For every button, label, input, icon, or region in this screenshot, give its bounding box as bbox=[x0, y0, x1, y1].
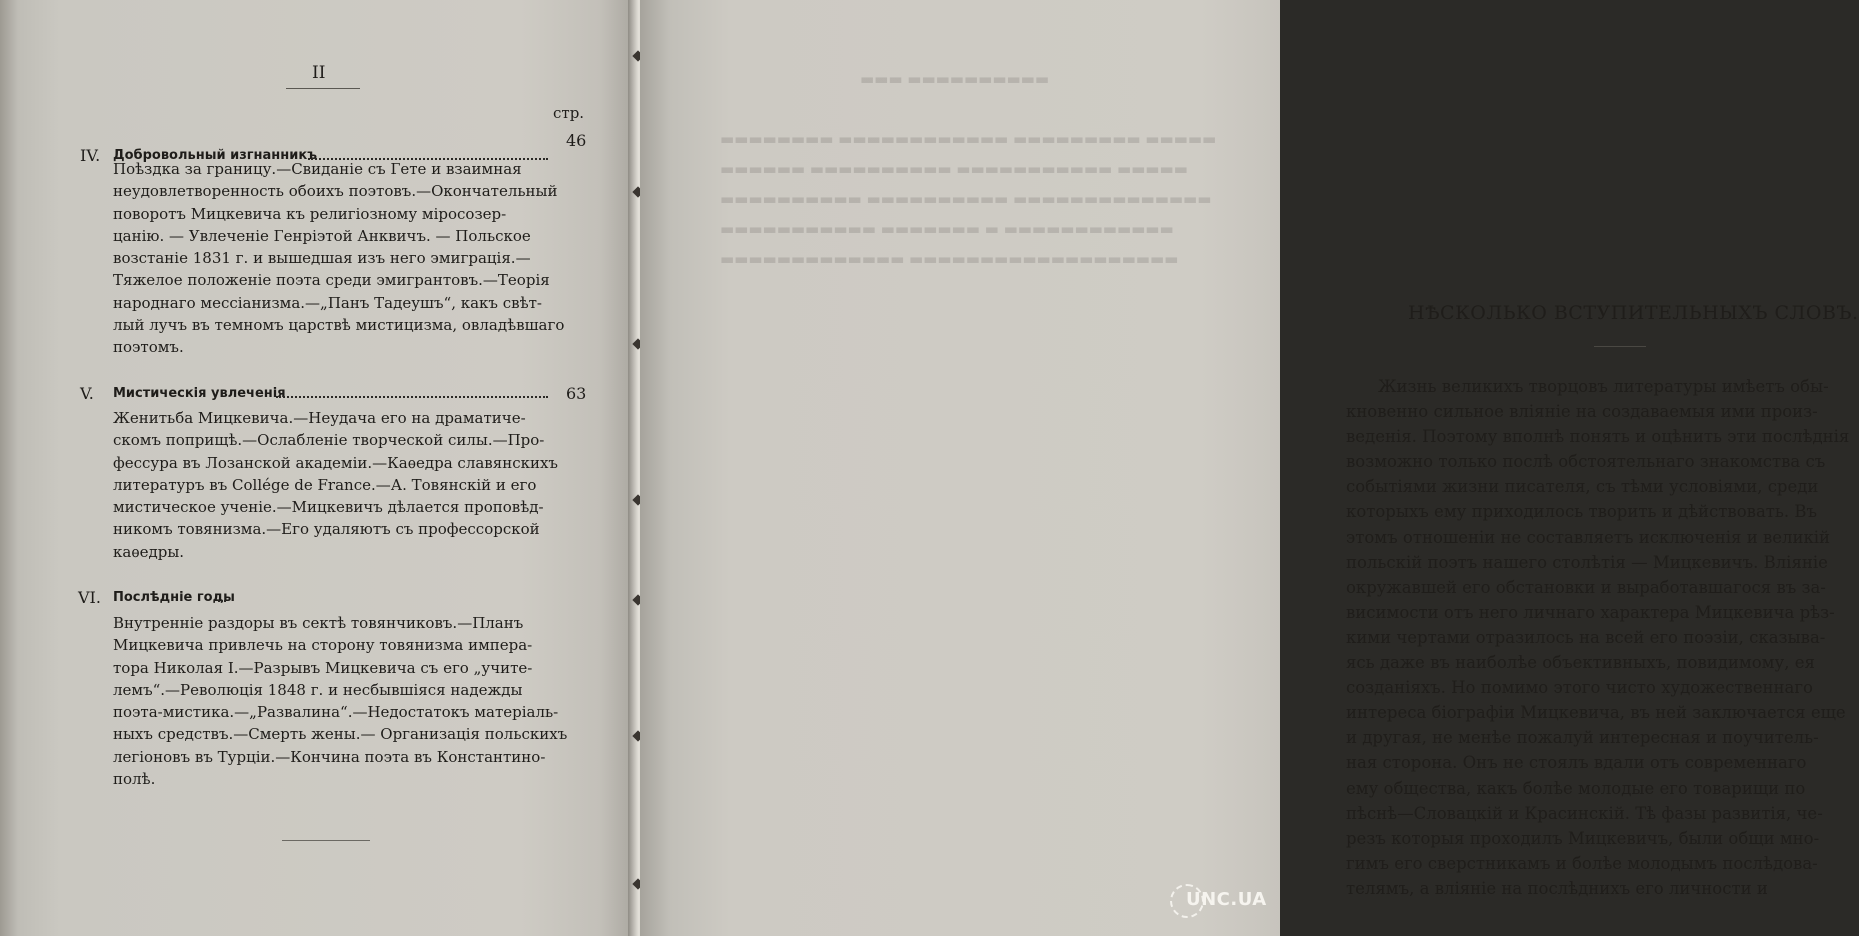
body-line: созданіяхъ. Но помимо этого чисто художественнаго bbox=[1346, 678, 1813, 698]
chapter-vi-numeral: VI. bbox=[78, 588, 101, 607]
body-line: гимъ его сверстникамъ и болѣе молодымъ послѣдова- bbox=[1346, 853, 1818, 873]
body-line: которыхъ ему приходилось творить и дѣйствовать. Въ bbox=[1346, 502, 1817, 522]
page-number: II bbox=[312, 63, 326, 83]
bleed-through-text: ▬▬▬▬▬▬ ▬▬▬▬▬▬▬▬▬▬ ▬▬▬▬▬▬▬▬▬▬▬ ▬▬▬▬▬ bbox=[720, 160, 1188, 178]
bleed-through-text: ▬▬▬▬▬▬▬▬ ▬▬▬▬▬▬▬▬▬▬▬▬ ▬▬▬▬▬▬▬▬▬ ▬▬▬▬▬ bbox=[720, 130, 1217, 148]
body-line: висимости отъ него личнаго характера Мицкевича рѣз- bbox=[1346, 602, 1835, 622]
bleed-through-text: ▬▬▬▬▬▬▬▬▬▬▬ ▬▬▬▬▬▬▬ ▬ ▬▬▬▬▬▬▬▬▬▬▬▬ bbox=[720, 220, 1174, 238]
summary-line: Женитьба Мицкевича.—Неудача его на драматиче- bbox=[113, 409, 526, 427]
summary-line: поэтомъ. bbox=[113, 338, 184, 357]
chapter-iv-title: Добровольный изгнанникъ bbox=[113, 148, 317, 163]
body-line: кновенно сильное вліяніе на создаваемыя ими произ- bbox=[1346, 402, 1818, 422]
summary-line: тора Николая I.—Разрывъ Мицкевича съ его „учите- bbox=[113, 658, 533, 677]
summary-line: скомъ поприщѣ.—Ослабленіе творческой силы.—Про- bbox=[113, 431, 545, 450]
body-line: возможно только послѣ обстоятельнаго знакомства съ bbox=[1346, 452, 1826, 472]
summary-line: никомъ товянизма.—Его удаляютъ съ профессорской bbox=[113, 520, 540, 539]
summary-line: возстаніе 1831 г. и вышедшая изъ него эмиграція.— bbox=[113, 249, 531, 268]
body-line: резъ которыя проходилъ Мицкевичъ, были общи мно- bbox=[1346, 828, 1820, 848]
title-rule bbox=[1594, 346, 1646, 347]
summary-line: Мицкевича привлечь на сторону товянизма импера- bbox=[113, 636, 533, 655]
chapter-vi-summary bbox=[113, 612, 568, 790]
summary-line: поворотъ Мицкевича къ религіозному міросозер- bbox=[113, 204, 507, 223]
body-line: Жизнь великихъ творцовъ литературы имѣетъ обы- bbox=[1378, 377, 1829, 396]
body-line: событіями жизни писателя, съ тѣми условіями, среди bbox=[1346, 477, 1819, 497]
body-line: ная сторона. Онъ не стоялъ вдали отъ современнаго bbox=[1346, 753, 1807, 773]
chapter-v-page: 63 bbox=[566, 384, 587, 403]
body-line: веденія. Поэтому вполнѣ понять и оцѣнить эти послѣднія bbox=[1346, 427, 1850, 447]
summary-line: каѳедры. bbox=[113, 542, 185, 561]
summary-line: неудовлетворенность обоихъ поэтовъ.—Окончательный bbox=[113, 182, 558, 201]
summary-line: литературъ въ Collége de France.—А. Товянскій и его bbox=[113, 475, 537, 494]
summary-line: Тяжелое положеніе поэта среди эмигрантовъ.—Теорія bbox=[113, 271, 550, 290]
left-page bbox=[0, 0, 636, 936]
body-line: ему общества, какъ болѣе молодые его товарищи по bbox=[1346, 778, 1806, 798]
body-text bbox=[1346, 374, 1856, 901]
chapter-v-title: Мистическія увлеченія bbox=[113, 386, 286, 401]
body-line: кими чертами отразилось на всей его поэзіи, сказыва- bbox=[1346, 627, 1826, 647]
pages-column-header: стр. bbox=[553, 104, 585, 122]
summary-line: лемъ“.—Революція 1848 г. и несбывшіяся надежды bbox=[113, 680, 523, 699]
watermark-text: UNC.UA bbox=[1186, 889, 1267, 910]
summary-line: поэта-мистика.—„Развалина“.—Недостатокъ матеріаль- bbox=[113, 703, 559, 722]
summary-line: мистическое ученіе.—Мицкевичъ дѣлается проповѣд- bbox=[113, 498, 544, 517]
summary-line: фессура въ Лозанской академіи.—Каѳедра славянскихъ bbox=[113, 453, 558, 472]
chapter-iv-summary bbox=[113, 158, 565, 359]
body-line: телямъ, а вліяніе на послѣднихъ его личности и bbox=[1346, 878, 1768, 898]
section-title: НѢСКОЛЬКО ВСТУПИТЕЛЬНЫХЪ СЛОВЪ. bbox=[1408, 302, 1859, 324]
summary-line: Поѣздка за границу.—Свиданіе съ Гете и взаимная bbox=[113, 160, 522, 178]
right-page bbox=[640, 0, 1859, 936]
body-line: этомъ отношеніи не составляетъ исключенія и великій bbox=[1346, 527, 1831, 547]
bleed-through-text: ▬▬▬▬▬▬▬▬▬▬▬▬▬ ▬▬▬▬▬▬▬▬▬▬▬▬▬▬▬▬▬▬▬ bbox=[720, 250, 1179, 268]
chapter-iv-numeral: IV. bbox=[80, 146, 101, 165]
bleed-through-text: ▬▬▬▬▬▬▬▬▬▬ ▬▬▬▬▬▬▬▬▬▬ ▬▬▬▬▬▬▬▬▬▬▬▬▬▬ bbox=[720, 190, 1212, 208]
summary-line: лый лучъ въ темномъ царствѣ мистицизма, овладѣвшаго bbox=[113, 316, 565, 335]
summary-line: цанію. — Увлеченіе Генріэтой Анквичъ. — Польское bbox=[113, 226, 531, 245]
body-line: интереса біографіи Мицкевича, въ ней заключается еще bbox=[1346, 703, 1846, 723]
body-line: ясь даже въ наиболѣе объективныхъ, повидимому, ея bbox=[1346, 653, 1815, 673]
chapter-v-numeral: V. bbox=[80, 384, 94, 403]
watermark bbox=[1168, 880, 1274, 920]
body-line: пѣснѣ—Словацкій и Красинскій. Тѣ фазы развитія, че- bbox=[1346, 803, 1823, 823]
summary-line: Внутренніе раздоры въ сектѣ товянчиковъ.—Планъ bbox=[113, 614, 524, 632]
body-line: польскій поэтъ нашего столѣтія — Мицкевичъ. Вліяніе bbox=[1346, 552, 1828, 572]
summary-line: ныхъ средствъ.—Смерть жены.— Организація польскихъ bbox=[113, 725, 568, 744]
bleed-through-text: ▬▬▬ ▬▬▬▬▬▬▬▬▬▬ bbox=[860, 70, 1050, 88]
summary-line: народнаго мессіанизма.—„Панъ Тадеушъ“, какъ свѣт- bbox=[113, 293, 542, 312]
body-line: и другая, не менѣе пожалуй интересная и поучитель- bbox=[1346, 728, 1819, 748]
chapter-vi-dot-leader bbox=[218, 600, 226, 604]
header-rule bbox=[286, 88, 360, 89]
summary-line: полѣ. bbox=[113, 770, 156, 789]
chapter-v-dot-leader bbox=[276, 396, 548, 400]
summary-line: легіоновъ въ Турціи.—Кончина поэта въ Константино- bbox=[113, 747, 546, 766]
chapter-v-summary bbox=[113, 407, 558, 563]
chapter-vi-title: Послѣдніе годы bbox=[113, 590, 235, 605]
closing-rule bbox=[282, 840, 370, 841]
chapter-iv-page: 46 bbox=[566, 131, 587, 150]
body-line: окружавшей его обстановки и выработавшагося въ за- bbox=[1346, 577, 1826, 597]
